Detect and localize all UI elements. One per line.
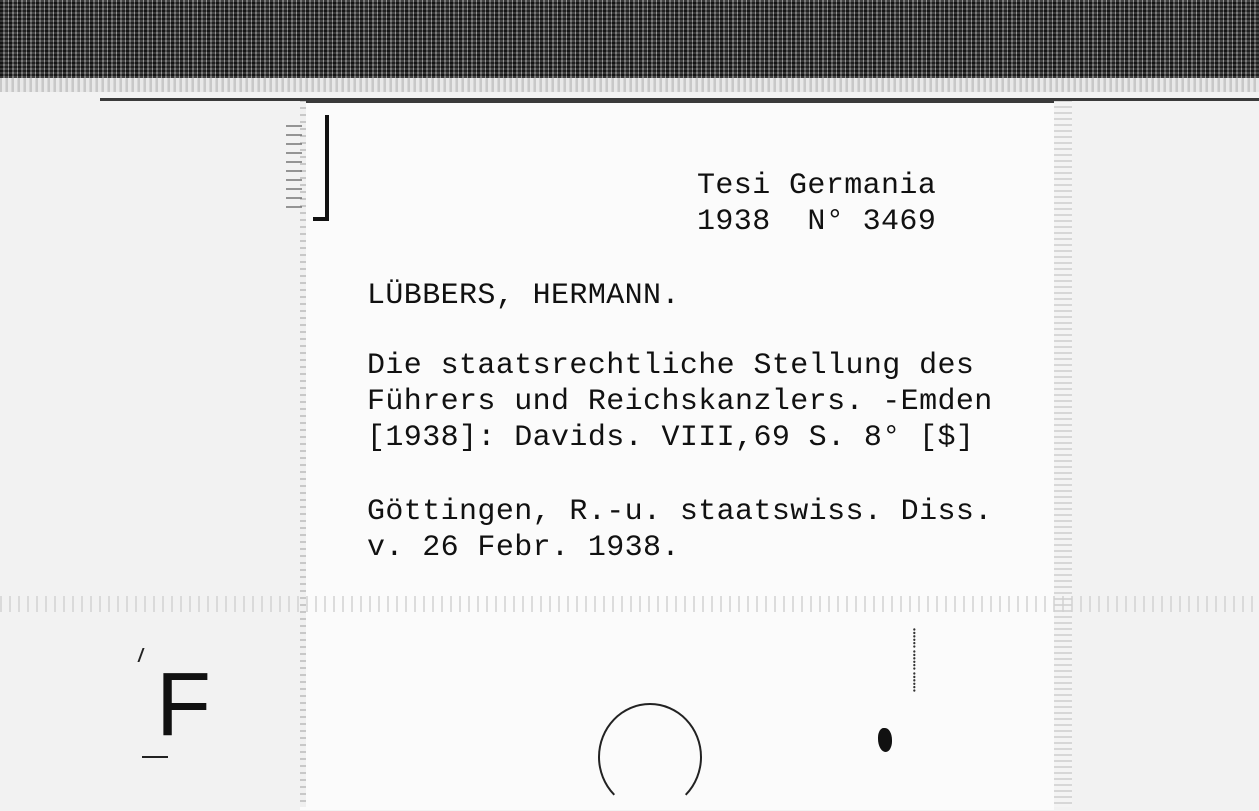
- stamp-fragment: ⸽ ⸽ ⸽: [912, 628, 917, 693]
- punch-hole-circle: [598, 703, 702, 811]
- ink-blot: [878, 728, 892, 752]
- pencil-tick-mark: [137, 648, 152, 662]
- binding-holes: [286, 125, 302, 215]
- collection-label: Tesi Germania: [697, 169, 937, 203]
- author-heading: LÜBBERS, HERMANN.: [367, 279, 680, 313]
- shelf-letter: F: [156, 655, 211, 755]
- card-bracket-mark: [313, 115, 329, 221]
- pencil-underline-mark: [142, 756, 168, 758]
- dissertation-note-line-2: v. 26 Febr. 1938.: [367, 531, 680, 565]
- card-top-rule: [100, 98, 1259, 101]
- scan-band-edge: [0, 78, 1259, 92]
- title-line-1: Die staatsrechtliche Stellung des: [367, 349, 975, 383]
- title-line-2: Führers und Reichskanzlers. -Emden: [367, 385, 993, 419]
- year-number-label: 1938 N° 3469: [697, 205, 937, 239]
- scan-dark-band: [0, 0, 1259, 78]
- card-right-margin: [1054, 100, 1072, 807]
- scan-noise-line: [0, 596, 1259, 612]
- dissertation-note-line-1: Göttingen, R.-u. staatswiss. Diss.: [367, 495, 993, 529]
- title-line-3: [1938]: Davids. VIII,69 S. 8° [$]: [367, 421, 975, 455]
